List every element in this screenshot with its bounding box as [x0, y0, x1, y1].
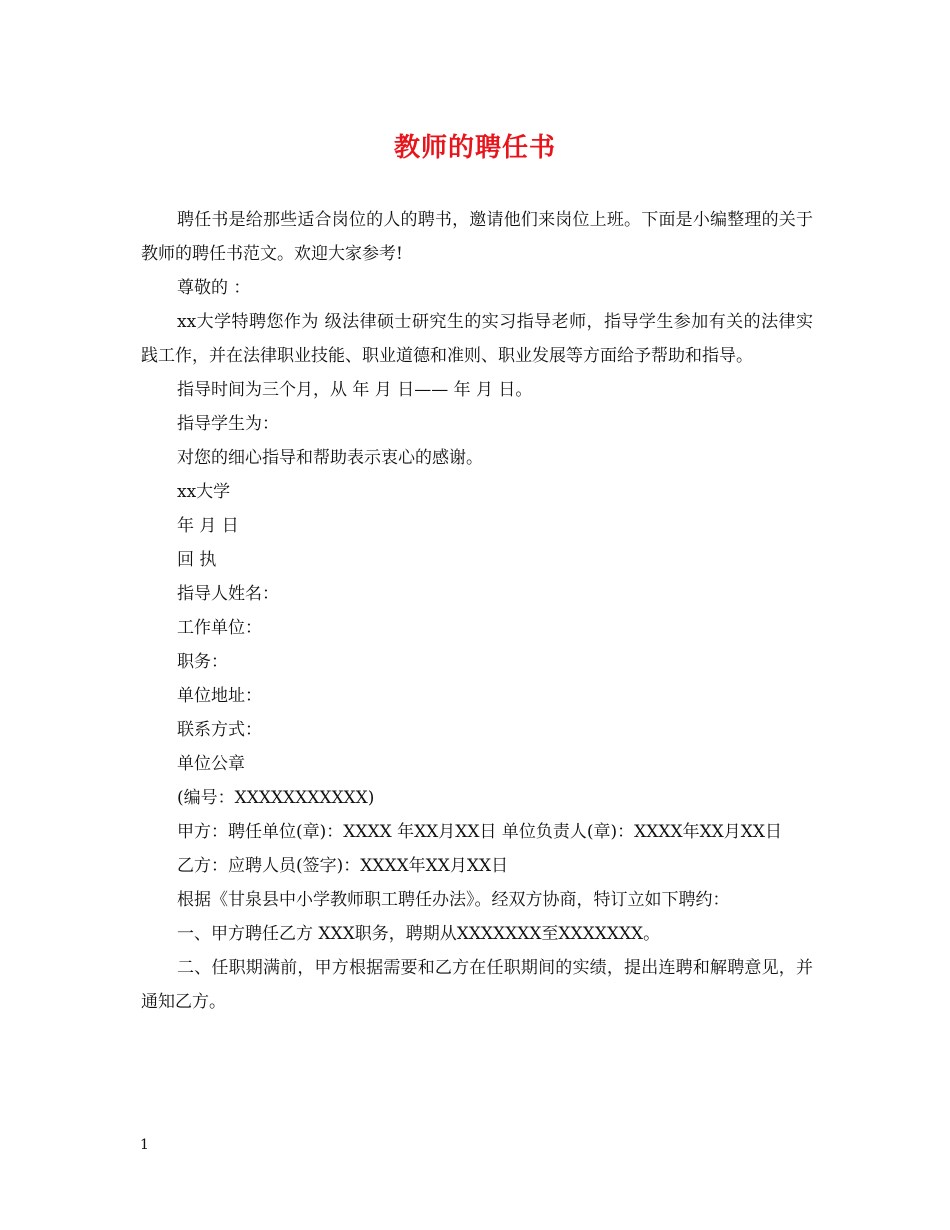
paragraph-position: 职务： [177, 652, 228, 672]
paragraph-clause-one: 一、甲方聘任乙方 XXX职务，聘期从XXXXXXX至XXXXXXX。 [177, 924, 661, 944]
paragraph-intro: 聘任书是给那些适合岗位的人的聘书，邀请他们来岗位上班。下面是小编整理的关于教师的聘任书范文。欢迎大家参考! [141, 210, 813, 264]
document-body [141, 203, 813, 1019]
paragraph-receipt: 回 执 [177, 550, 217, 570]
paragraph-salutation: 尊敬的 ： [177, 278, 251, 298]
paragraph-date: 年 月 日 [177, 516, 239, 536]
paragraph-guided-students: 指导学生为： [177, 414, 279, 434]
paragraph-basis: 根据《甘泉县中小学教师职工聘任办法》。经双方协商，特订立如下聘约： [177, 890, 730, 910]
paragraph-party-a: 甲方：聘任单位(章)：XXXX 年XX月XX日 单位负责人(章)：XXXX年XX月XX日 [177, 822, 782, 842]
paragraph-unit-seal: 单位公章 [177, 754, 245, 774]
paragraph-clause-two: 二、任职期满前，甲方根据需要和乙方在任职期间的实绩，提出连聘和解聘意见，并通知乙方。 [141, 958, 813, 1012]
paragraph-party-b: 乙方：应聘人员(签字)：XXXX年XX月XX日 [177, 856, 509, 876]
paragraph-number: (编号：XXXXXXXXXXX) [177, 788, 375, 808]
paragraph-work-unit: 工作单位： [177, 618, 262, 638]
paragraph-advisor-name: 指导人姓名： [177, 584, 279, 604]
paragraph-contact: 联系方式： [177, 720, 262, 740]
paragraph-appointment: xx大学特聘您作为 级法律硕士研究生的实习指导老师，指导学生参加有关的法律实践工作，并在法律职业技能、职业道德和准则、职业发展等方面给予帮助和指导。 [141, 312, 813, 366]
page-number: 1 [140, 1137, 149, 1153]
paragraph-thanks: 对您的细心指导和帮助表示衷心的感谢。 [177, 448, 483, 468]
paragraph-university: xx大学 [177, 482, 231, 502]
paragraph-guidance-period: 指导时间为三个月，从 年 月 日—— 年 月 日。 [177, 380, 533, 400]
paragraph-unit-address: 单位地址： [177, 686, 262, 706]
document-title: 教师的聘任书 [393, 133, 556, 163]
